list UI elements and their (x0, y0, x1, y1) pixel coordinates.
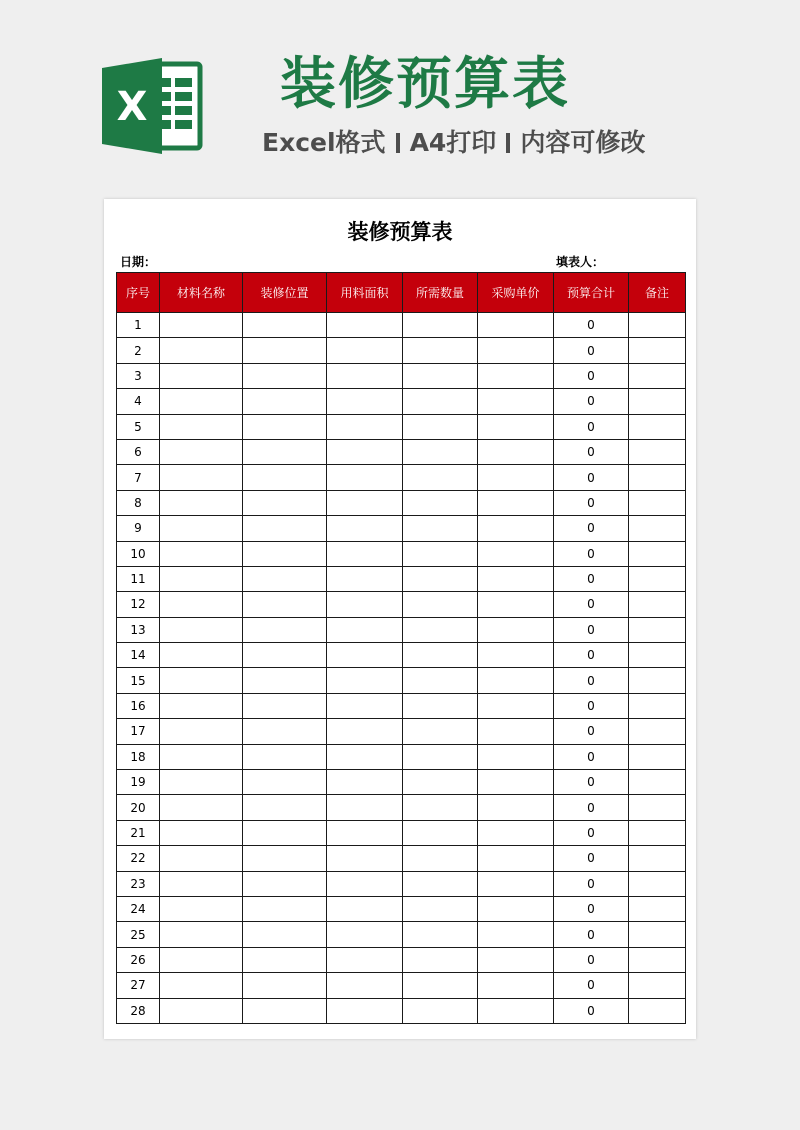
cell-unit-price[interactable] (478, 795, 554, 820)
cell-total[interactable]: 0 (554, 846, 629, 871)
cell-quantity[interactable] (403, 719, 478, 744)
cell-unit-price[interactable] (478, 313, 554, 338)
cell-unit-price[interactable] (478, 439, 554, 464)
cell-notes[interactable] (629, 414, 686, 439)
subtitle-print: A4打印 (409, 128, 497, 157)
cell-material[interactable] (160, 389, 243, 414)
cell-material[interactable] (160, 490, 243, 515)
cell-notes[interactable] (629, 643, 686, 668)
table-row (117, 490, 686, 515)
cell-quantity[interactable] (403, 871, 478, 896)
cell-unit-price[interactable] (478, 973, 554, 998)
table-row (117, 439, 686, 464)
cell-total[interactable]: 0 (554, 566, 629, 591)
cell-material[interactable] (160, 338, 243, 363)
cell-area[interactable] (327, 896, 403, 921)
cell-notes[interactable] (629, 566, 686, 591)
cell-area[interactable] (327, 516, 403, 541)
cell-quantity[interactable] (403, 592, 478, 617)
cell-notes[interactable] (629, 617, 686, 642)
cell-unit-price[interactable] (478, 846, 554, 871)
cell-index[interactable]: 2 (117, 338, 160, 363)
col-header-material: 材料名称 (160, 273, 243, 313)
cell-index[interactable]: 26 (117, 947, 160, 972)
cell-notes[interactable] (629, 820, 686, 845)
cell-unit-price[interactable] (478, 516, 554, 541)
cell-index[interactable]: 11 (117, 566, 160, 591)
cell-unit-price[interactable] (478, 820, 554, 845)
cell-quantity[interactable] (403, 363, 478, 388)
cell-unit-price[interactable] (478, 414, 554, 439)
cell-total[interactable]: 0 (554, 973, 629, 998)
cell-quantity[interactable] (403, 820, 478, 845)
cell-location[interactable] (243, 592, 327, 617)
cell-notes[interactable] (629, 871, 686, 896)
cell-total[interactable]: 0 (554, 389, 629, 414)
cell-unit-price[interactable] (478, 490, 554, 515)
cell-notes[interactable] (629, 338, 686, 363)
cell-total[interactable]: 0 (554, 693, 629, 718)
cell-unit-price[interactable] (478, 566, 554, 591)
cell-total[interactable]: 0 (554, 947, 629, 972)
table-row (117, 389, 686, 414)
cell-unit-price[interactable] (478, 719, 554, 744)
cell-material[interactable] (160, 795, 243, 820)
table-row (117, 541, 686, 566)
cell-total[interactable]: 0 (554, 922, 629, 947)
cell-index[interactable]: 7 (117, 465, 160, 490)
cell-total[interactable]: 0 (554, 617, 629, 642)
cell-material[interactable] (160, 947, 243, 972)
cell-location[interactable] (243, 668, 327, 693)
cell-material[interactable] (160, 871, 243, 896)
cell-total[interactable]: 0 (554, 998, 629, 1023)
col-header-notes: 备注 (629, 273, 686, 313)
cell-area[interactable] (327, 795, 403, 820)
cell-material[interactable] (160, 643, 243, 668)
cell-notes[interactable] (629, 541, 686, 566)
cell-index[interactable]: 28 (117, 998, 160, 1023)
cell-total[interactable]: 0 (554, 592, 629, 617)
cell-area[interactable] (327, 541, 403, 566)
col-header-location: 装修位置 (243, 273, 327, 313)
cell-notes[interactable] (629, 439, 686, 464)
cell-material[interactable] (160, 820, 243, 845)
cell-location[interactable] (243, 719, 327, 744)
cell-index[interactable]: 15 (117, 668, 160, 693)
cell-unit-price[interactable] (478, 693, 554, 718)
table-row (117, 693, 686, 718)
cell-total[interactable]: 0 (554, 668, 629, 693)
cell-material[interactable] (160, 693, 243, 718)
cell-material[interactable] (160, 414, 243, 439)
cell-location[interactable] (243, 820, 327, 845)
cell-quantity[interactable] (403, 770, 478, 795)
col-header-quantity: 所需数量 (403, 273, 478, 313)
filler-label: 填表人： (556, 255, 605, 269)
cell-notes[interactable] (629, 516, 686, 541)
cell-quantity[interactable] (403, 465, 478, 490)
budget-table (116, 272, 686, 1024)
cell-location[interactable] (243, 490, 327, 515)
table-row (117, 846, 686, 871)
cell-quantity[interactable] (403, 947, 478, 972)
separator (396, 133, 400, 153)
cell-index[interactable]: 23 (117, 871, 160, 896)
cell-area[interactable] (327, 973, 403, 998)
cell-material[interactable] (160, 973, 243, 998)
cell-material[interactable] (160, 668, 243, 693)
cell-material[interactable] (160, 566, 243, 591)
cell-total[interactable]: 0 (554, 643, 629, 668)
cell-notes[interactable] (629, 846, 686, 871)
cell-location[interactable] (243, 414, 327, 439)
cell-index[interactable]: 4 (117, 389, 160, 414)
cell-notes[interactable] (629, 668, 686, 693)
cell-total[interactable]: 0 (554, 414, 629, 439)
cell-total[interactable]: 0 (554, 465, 629, 490)
cell-location[interactable] (243, 770, 327, 795)
cell-notes[interactable] (629, 490, 686, 515)
separator (506, 133, 510, 153)
cell-notes[interactable] (629, 465, 686, 490)
cell-total[interactable]: 0 (554, 795, 629, 820)
cell-location[interactable] (243, 338, 327, 363)
table-row (117, 820, 686, 845)
table-row (117, 896, 686, 921)
cell-unit-price[interactable] (478, 338, 554, 363)
cell-area[interactable] (327, 693, 403, 718)
cell-unit-price[interactable] (478, 998, 554, 1023)
cell-total[interactable]: 0 (554, 820, 629, 845)
cell-location[interactable] (243, 566, 327, 591)
table-row (117, 338, 686, 363)
cell-unit-price[interactable] (478, 465, 554, 490)
table-row (117, 592, 686, 617)
cell-unit-price[interactable] (478, 389, 554, 414)
cell-unit-price[interactable] (478, 363, 554, 388)
cell-index[interactable]: 16 (117, 693, 160, 718)
cell-notes[interactable] (629, 770, 686, 795)
cell-notes[interactable] (629, 795, 686, 820)
col-header-index: 序号 (117, 273, 160, 313)
cell-index[interactable]: 1 (117, 313, 160, 338)
cell-quantity[interactable] (403, 389, 478, 414)
cell-material[interactable] (160, 770, 243, 795)
cell-total[interactable]: 0 (554, 541, 629, 566)
cell-area[interactable] (327, 439, 403, 464)
cell-index[interactable]: 5 (117, 414, 160, 439)
table-header-row (117, 273, 686, 313)
cell-index[interactable]: 22 (117, 846, 160, 871)
cell-quantity[interactable] (403, 795, 478, 820)
cell-notes[interactable] (629, 947, 686, 972)
cell-material[interactable] (160, 998, 243, 1023)
col-header-unit-price: 采购单价 (478, 273, 554, 313)
banner-title: 装修预算表 (280, 52, 570, 117)
cell-material[interactable] (160, 719, 243, 744)
cell-notes[interactable] (629, 363, 686, 388)
cell-area[interactable] (327, 668, 403, 693)
cell-area[interactable] (327, 947, 403, 972)
cell-total[interactable]: 0 (554, 338, 629, 363)
cell-notes[interactable] (629, 719, 686, 744)
cell-quantity[interactable] (403, 922, 478, 947)
cell-index[interactable]: 3 (117, 363, 160, 388)
table-row (117, 973, 686, 998)
cell-index[interactable]: 13 (117, 617, 160, 642)
cell-location[interactable] (243, 363, 327, 388)
cell-total[interactable]: 0 (554, 516, 629, 541)
cell-quantity[interactable] (403, 973, 478, 998)
cell-notes[interactable] (629, 313, 686, 338)
table-row (117, 770, 686, 795)
cell-area[interactable] (327, 313, 403, 338)
table-row (117, 719, 686, 744)
table-row (117, 871, 686, 896)
cell-notes[interactable] (629, 922, 686, 947)
cell-area[interactable] (327, 719, 403, 744)
cell-area[interactable] (327, 871, 403, 896)
cell-material[interactable] (160, 516, 243, 541)
cell-location[interactable] (243, 439, 327, 464)
cell-notes[interactable] (629, 693, 686, 718)
cell-area[interactable] (327, 617, 403, 642)
subtitle-format: Excel格式 (262, 128, 386, 157)
cell-index[interactable]: 24 (117, 896, 160, 921)
cell-material[interactable] (160, 592, 243, 617)
table-row (117, 998, 686, 1023)
cell-area[interactable] (327, 490, 403, 515)
cell-quantity[interactable] (403, 439, 478, 464)
table-row (117, 465, 686, 490)
cell-quantity[interactable] (403, 541, 478, 566)
cell-material[interactable] (160, 439, 243, 464)
table-row (117, 566, 686, 591)
table-row (117, 363, 686, 388)
cell-location[interactable] (243, 693, 327, 718)
table-row (117, 668, 686, 693)
cell-area[interactable] (327, 592, 403, 617)
table-body (117, 313, 686, 1024)
cell-material[interactable] (160, 617, 243, 642)
cell-unit-price[interactable] (478, 744, 554, 769)
cell-area[interactable] (327, 922, 403, 947)
table-row (117, 795, 686, 820)
cell-unit-price[interactable] (478, 947, 554, 972)
cell-total[interactable]: 0 (554, 313, 629, 338)
cell-total[interactable]: 0 (554, 896, 629, 921)
cell-area[interactable] (327, 643, 403, 668)
cell-unit-price[interactable] (478, 541, 554, 566)
cell-index[interactable]: 25 (117, 922, 160, 947)
cell-quantity[interactable] (403, 566, 478, 591)
cell-notes[interactable] (629, 592, 686, 617)
cell-area[interactable] (327, 820, 403, 845)
cell-location[interactable] (243, 998, 327, 1023)
cell-quantity[interactable] (403, 414, 478, 439)
cell-index[interactable]: 6 (117, 439, 160, 464)
cell-index[interactable]: 9 (117, 516, 160, 541)
cell-total[interactable]: 0 (554, 490, 629, 515)
table-row (117, 617, 686, 642)
cell-quantity[interactable] (403, 516, 478, 541)
cell-location[interactable] (243, 516, 327, 541)
cell-total[interactable]: 0 (554, 439, 629, 464)
cell-quantity[interactable] (403, 693, 478, 718)
cell-quantity[interactable] (403, 643, 478, 668)
cell-total[interactable]: 0 (554, 744, 629, 769)
cell-area[interactable] (327, 998, 403, 1023)
cell-unit-price[interactable] (478, 617, 554, 642)
subtitle-editable: 内容可修改 (520, 128, 646, 157)
cell-index[interactable]: 10 (117, 541, 160, 566)
cell-index[interactable]: 19 (117, 770, 160, 795)
cell-area[interactable] (327, 846, 403, 871)
cell-material[interactable] (160, 744, 243, 769)
table-row (117, 643, 686, 668)
cell-location[interactable] (243, 313, 327, 338)
cell-quantity[interactable] (403, 744, 478, 769)
cell-material[interactable] (160, 465, 243, 490)
excel-icon (102, 58, 204, 154)
cell-notes[interactable] (629, 896, 686, 921)
cell-location[interactable] (243, 643, 327, 668)
cell-unit-price[interactable] (478, 643, 554, 668)
cell-unit-price[interactable] (478, 871, 554, 896)
cell-notes[interactable] (629, 998, 686, 1023)
cell-notes[interactable] (629, 973, 686, 998)
cell-index[interactable]: 12 (117, 592, 160, 617)
cell-unit-price[interactable] (478, 668, 554, 693)
cell-material[interactable] (160, 922, 243, 947)
cell-unit-price[interactable] (478, 896, 554, 921)
cell-location[interactable] (243, 541, 327, 566)
cell-material[interactable] (160, 363, 243, 388)
cell-index[interactable]: 14 (117, 643, 160, 668)
cell-area[interactable] (327, 744, 403, 769)
cell-material[interactable] (160, 541, 243, 566)
cell-index[interactable]: 27 (117, 973, 160, 998)
cell-location[interactable] (243, 465, 327, 490)
cell-area[interactable] (327, 389, 403, 414)
cell-quantity[interactable] (403, 668, 478, 693)
table-row (117, 744, 686, 769)
cell-location[interactable] (243, 389, 327, 414)
cell-location[interactable] (243, 744, 327, 769)
cell-area[interactable] (327, 338, 403, 363)
cell-index[interactable]: 21 (117, 820, 160, 845)
cell-location[interactable] (243, 973, 327, 998)
cell-quantity[interactable] (403, 490, 478, 515)
cell-notes[interactable] (629, 744, 686, 769)
table-row (117, 516, 686, 541)
col-header-area: 用料面积 (327, 273, 403, 313)
cell-location[interactable] (243, 846, 327, 871)
banner-subtitle (262, 125, 672, 161)
table-row (117, 922, 686, 947)
cell-total[interactable]: 0 (554, 770, 629, 795)
table-row (117, 313, 686, 338)
cell-location[interactable] (243, 795, 327, 820)
cell-quantity[interactable] (403, 998, 478, 1023)
cell-area[interactable] (327, 566, 403, 591)
cell-index[interactable]: 8 (117, 490, 160, 515)
cell-notes[interactable] (629, 389, 686, 414)
date-label: 日期： (120, 255, 157, 269)
cell-area[interactable] (327, 770, 403, 795)
cell-index[interactable]: 20 (117, 795, 160, 820)
cell-quantity[interactable] (403, 338, 478, 363)
excel-logo-letter: X (116, 84, 148, 130)
cell-unit-price[interactable] (478, 770, 554, 795)
cell-index[interactable]: 17 (117, 719, 160, 744)
cell-total[interactable]: 0 (554, 719, 629, 744)
document-page (104, 199, 696, 1039)
cell-total[interactable]: 0 (554, 363, 629, 388)
cell-quantity[interactable] (403, 617, 478, 642)
cell-location[interactable] (243, 922, 327, 947)
cell-quantity[interactable] (403, 846, 478, 871)
cell-total[interactable]: 0 (554, 871, 629, 896)
cell-area[interactable] (327, 363, 403, 388)
cell-material[interactable] (160, 896, 243, 921)
cell-location[interactable] (243, 617, 327, 642)
cell-location[interactable] (243, 896, 327, 921)
col-header-total: 预算合计 (554, 273, 629, 313)
cell-index[interactable]: 18 (117, 744, 160, 769)
cell-quantity[interactable] (403, 313, 478, 338)
cell-unit-price[interactable] (478, 922, 554, 947)
document-title: 装修预算表 (347, 220, 453, 244)
cell-location[interactable] (243, 947, 327, 972)
cell-material[interactable] (160, 313, 243, 338)
cell-quantity[interactable] (403, 896, 478, 921)
cell-area[interactable] (327, 465, 403, 490)
cell-location[interactable] (243, 871, 327, 896)
cell-material[interactable] (160, 846, 243, 871)
table-row (117, 414, 686, 439)
table-row (117, 947, 686, 972)
cell-unit-price[interactable] (478, 592, 554, 617)
cell-area[interactable] (327, 414, 403, 439)
banner (0, 0, 800, 190)
